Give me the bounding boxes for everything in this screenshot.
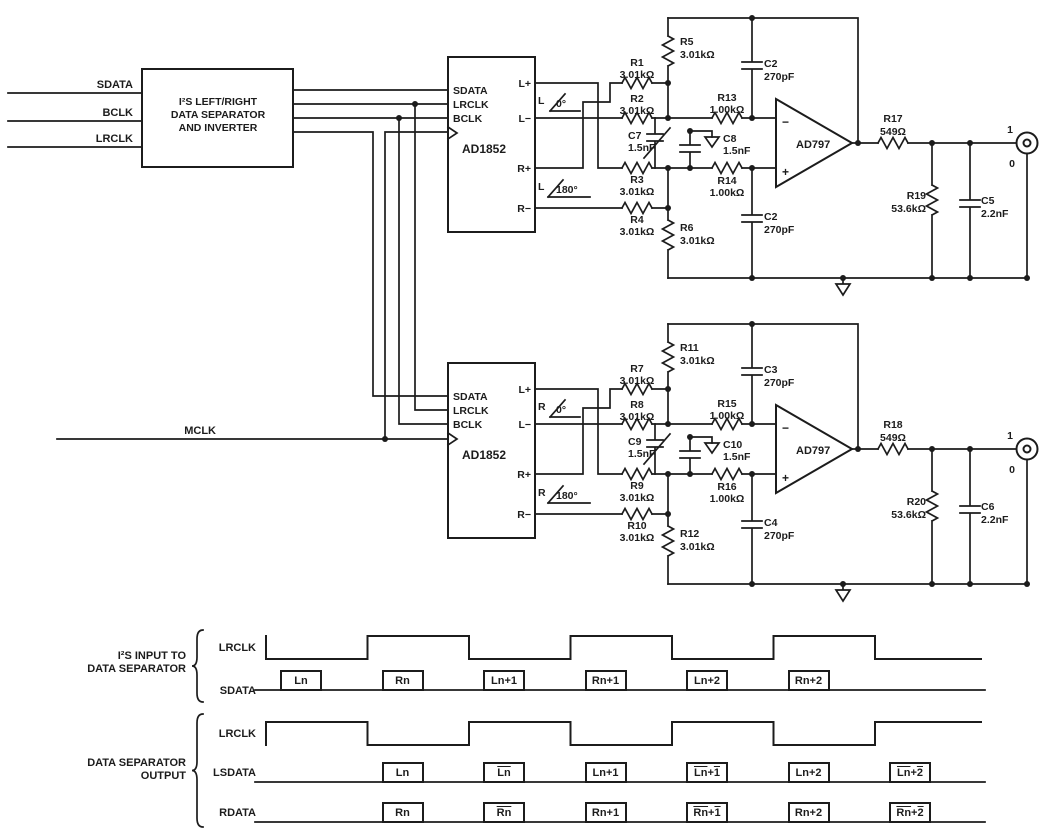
- dac-pin-bclk: BCLK: [453, 419, 483, 431]
- dac-pin-bclk: BCLK: [453, 113, 483, 125]
- cap-value: 270pF: [764, 377, 795, 389]
- timing-box-label: Rn+2: [794, 674, 823, 687]
- timing-waveforms: [255, 636, 985, 822]
- phase0-prefix: R: [538, 401, 546, 413]
- timing-box-label: 1: [714, 806, 721, 819]
- resistor-ref: R17: [883, 113, 903, 125]
- resistor-ref: R10: [627, 520, 647, 532]
- jack-pin-0-label: 0: [1009, 464, 1015, 476]
- lrclk-input-label: LRCLK: [95, 133, 133, 145]
- resistor-value: 3.01kΩ: [619, 411, 655, 423]
- resistor-ref: R1: [630, 57, 644, 69]
- phase180-angle: 180°: [556, 184, 578, 196]
- mclk-wires: [57, 132, 448, 439]
- cap-ref: C6: [981, 501, 995, 513]
- separator-title-1: I²S LEFT/RIGHT: [178, 96, 258, 108]
- timing-box-label: $\overline{Rn}$: [496, 806, 512, 819]
- timing-data-box: [483, 802, 525, 823]
- timing-data-box: [382, 670, 424, 691]
- dac-pin-lminus: L−: [518, 113, 531, 125]
- cap-ref: C3: [764, 364, 778, 376]
- timing-box-label: Ln+2: [694, 674, 720, 687]
- dac-pin-lplus: L+: [518, 384, 531, 396]
- resistor-ref: R15: [717, 398, 737, 410]
- resistor-value: 3.01kΩ: [680, 541, 715, 553]
- jack-pin-1-label: 1: [1007, 124, 1013, 136]
- resistor-ref: R13: [717, 92, 737, 104]
- resistor-ref: R2: [630, 93, 644, 105]
- resistor-ref: R9: [630, 480, 644, 492]
- timing-data-box: [686, 762, 728, 783]
- timing-data-box: [585, 802, 627, 823]
- timing-box-label: Ln+1: [592, 766, 619, 779]
- timing-box-label: Rn: [395, 806, 410, 819]
- resistor-value: 3.01kΩ: [619, 226, 655, 238]
- timing-box-label: Ln+2: [795, 766, 822, 779]
- resistor-value: 3.01kΩ: [619, 105, 655, 117]
- timing-box-label: 1: [713, 766, 720, 779]
- cap-value: 2.2nF: [981, 208, 1009, 220]
- timing-box-label: 2: [917, 806, 924, 819]
- resistor-ref: R4: [630, 214, 644, 226]
- mclk-input-label: MCLK: [184, 425, 216, 437]
- resistor-value: 549Ω: [880, 126, 906, 138]
- group1-label-line2: DATA SEPARATOR: [87, 663, 186, 675]
- timing-data-box: [889, 762, 931, 783]
- cap-value: 270pF: [764, 224, 795, 236]
- phase0-angle: 0°: [556, 98, 567, 110]
- cap-value: 1.5nF: [628, 448, 656, 460]
- timing-data-box: [788, 762, 830, 783]
- phase180-prefix: R: [538, 487, 546, 499]
- separator-output-wires: [293, 90, 448, 396]
- sdata-input-label: SDATA: [96, 79, 133, 91]
- cap-ref: C2: [764, 58, 778, 70]
- resistor-ref: R7: [630, 363, 644, 375]
- timing-data-box: [382, 802, 424, 823]
- resistor-ref: R19: [906, 190, 926, 202]
- row-label-lrclk-1: LRCLK: [218, 642, 256, 654]
- dac-pin-rminus: R−: [517, 203, 531, 215]
- phase180-prefix: L: [538, 181, 545, 193]
- dac-pin-rplus: R+: [517, 469, 531, 481]
- row-label-sdata: SDATA: [219, 685, 256, 697]
- timing-data-box: [585, 670, 627, 691]
- opamp-plus-sign: +: [782, 471, 790, 485]
- resistor-value: 3.01kΩ: [619, 532, 655, 544]
- opamp-plus-sign: +: [782, 165, 790, 179]
- cap-ref: C10: [723, 439, 743, 451]
- resistor-value: 1.00kΩ: [709, 104, 745, 116]
- timing-box-label: $\overline{Rn}$: [693, 806, 709, 819]
- row-label-rdata: RDATA: [219, 807, 256, 819]
- cap-value: 1.5nF: [723, 145, 751, 157]
- resistor-value: 53.6kΩ: [891, 509, 926, 521]
- resistor-value: 3.01kΩ: [680, 49, 715, 61]
- resistor-ref: R14: [717, 175, 737, 187]
- timing-data-box: [788, 802, 830, 823]
- opamp-name: AD797: [796, 139, 831, 151]
- bus-labels: [96, 79, 266, 437]
- resistor-ref: R11: [680, 342, 699, 354]
- row-label-lrclk-2: LRCLK: [218, 728, 256, 740]
- separator-title-3: AND INVERTER: [178, 122, 258, 134]
- timing-box-label: +: [911, 806, 918, 819]
- opamp-minus-sign: −: [782, 115, 790, 129]
- phase180-angle: 180°: [556, 490, 578, 502]
- group1-label-line1: I²S INPUT TO: [117, 650, 186, 662]
- timing-box-label: $\overline{Rn}$: [896, 806, 912, 819]
- timing-box-label: $\overline{Ln}$: [896, 766, 911, 779]
- cap-value: 1.5nF: [628, 142, 656, 154]
- dac-pin-lrclk: LRCLK: [453, 405, 489, 417]
- cap-ref: C4: [764, 517, 778, 529]
- resistor-value: 3.01kΩ: [619, 492, 655, 504]
- resistor-ref: R3: [630, 174, 644, 186]
- dac-pin-sdata: SDATA: [453, 391, 488, 403]
- timing-box-label: Rn+1: [591, 806, 620, 819]
- cap-ref: C8: [723, 133, 737, 145]
- resistor-ref: R20: [906, 496, 926, 508]
- dac-pin-rminus: R−: [517, 509, 531, 521]
- timing-box-label: $\overline{Ln}$: [693, 766, 708, 779]
- timing-data-box: [686, 802, 728, 823]
- opamp-name: AD797: [796, 445, 831, 457]
- dac-pin-lplus: L+: [518, 78, 531, 90]
- resistor-ref: R8: [630, 399, 644, 411]
- timing-box-label: Ln: [294, 674, 308, 687]
- resistor-value: 1.00kΩ: [709, 187, 745, 199]
- resistor-ref: R12: [680, 528, 700, 540]
- phase0-angle: 0°: [556, 404, 567, 416]
- timing-data-box: [585, 762, 627, 783]
- separator-title-2: DATA SEPARATOR: [170, 109, 266, 121]
- resistor-value: 3.01kΩ: [619, 186, 655, 198]
- timing-box-label: +: [910, 766, 917, 779]
- cap-value: 270pF: [764, 530, 795, 542]
- resistor-ref: R16: [717, 481, 737, 493]
- timing-data-box: [280, 670, 322, 691]
- resistor-value: 1.00kΩ: [709, 493, 745, 505]
- timing-box-label: Rn+1: [591, 674, 620, 687]
- timing-box-label: +: [707, 766, 714, 779]
- resistor-ref: R5: [680, 36, 694, 48]
- resistor-value: 1.00kΩ: [709, 410, 745, 422]
- cap-value: 2.2nF: [981, 514, 1009, 526]
- dac-pin-lrclk: LRCLK: [453, 99, 489, 111]
- timing-data-box: [889, 802, 931, 823]
- timing-box-label: +: [708, 806, 715, 819]
- group2-label-line1: DATA SEPARATOR: [87, 757, 186, 769]
- clock-taps: [399, 104, 448, 424]
- resistor-value: 3.01kΩ: [619, 69, 655, 81]
- cap-ref: C9: [628, 436, 642, 448]
- timing-box-label: Rn: [395, 674, 410, 687]
- jack-pin-0-label: 0: [1009, 158, 1015, 170]
- phase0-prefix: L: [538, 95, 545, 107]
- timing-waveform: [266, 636, 981, 659]
- timing-data-box: [483, 670, 525, 691]
- timing-data-box: [483, 762, 525, 783]
- dac-pin-sdata: SDATA: [453, 85, 488, 97]
- bclk-input-label: BCLK: [102, 107, 133, 119]
- cap-ref: C2: [764, 211, 778, 223]
- group2-label-line2: OUTPUT: [140, 770, 186, 782]
- timing-data-box: [788, 670, 830, 691]
- dac-name: AD1852: [462, 448, 507, 462]
- cap-value: 270pF: [764, 71, 795, 83]
- dac-pin-lminus: L−: [518, 419, 531, 431]
- row-label-lsdata: LSDATA: [213, 767, 256, 779]
- jack-pin-1-label: 1: [1007, 430, 1013, 442]
- cap-ref: C5: [981, 195, 995, 207]
- timing-waveform: [266, 722, 981, 745]
- dac-name: AD1852: [462, 142, 507, 156]
- timing-box-label: Rn+2: [794, 806, 823, 819]
- timing-box-label: 2: [916, 766, 923, 779]
- resistor-value: 53.6kΩ: [891, 203, 926, 215]
- timing-data-box: [686, 670, 728, 691]
- resistor-value: 549Ω: [880, 432, 906, 444]
- resistor-ref: R6: [680, 222, 694, 234]
- resistor-value: 3.01kΩ: [680, 235, 715, 247]
- opamp-minus-sign: −: [782, 421, 790, 435]
- dac-pin-rplus: R+: [517, 163, 531, 175]
- resistor-value: 3.01kΩ: [680, 355, 715, 367]
- cap-ref: C7: [628, 130, 642, 142]
- resistor-value: 3.01kΩ: [619, 375, 655, 387]
- timing-data-box: [382, 762, 424, 783]
- timing-box-label: Ln+1: [491, 674, 517, 687]
- timing-box-label: Ln: [395, 766, 410, 779]
- resistor-ref: R18: [883, 419, 903, 431]
- timing-box-label: $\overline{Ln}$: [497, 766, 511, 779]
- cap-value: 1.5nF: [723, 451, 751, 463]
